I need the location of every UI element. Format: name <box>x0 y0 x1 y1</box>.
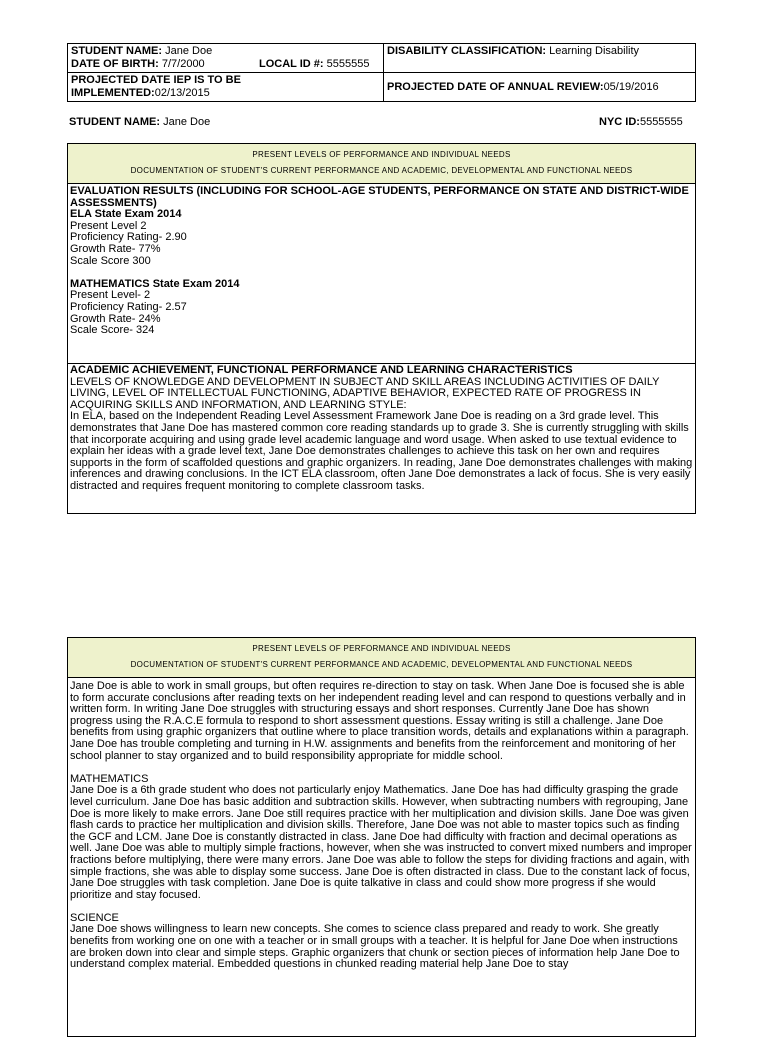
review-label: PROJECTED DATE OF ANNUAL REVIEW: <box>387 80 604 93</box>
student-info-table <box>67 43 696 102</box>
local-id-value: 5555555 <box>326 58 370 70</box>
band-title: PRESENT LEVELS OF PERFORMANCE AND INDIVIDUAL NEEDS <box>252 150 511 159</box>
ela-scale-score: Scale Score 300 <box>70 254 151 267</box>
present-levels-box-1 <box>67 143 696 514</box>
dob-value: 7/7/2000 <box>161 58 205 70</box>
band-subtitle-2: DOCUMENTATION OF STUDENT'S CURRENT PERFORMANCE AND ACADEMIC, DEVELOPMENTAL AND FUNCTIONAL NEEDS <box>130 660 633 669</box>
nyc-id-label: NYC ID: <box>599 116 640 128</box>
academic-subheading: LEVELS OF KNOWLEDGE AND DEVELOPMENT IN SUBJECT AND SKILL AREAS INCLUDING ACTIVITIES OF DAILY LIVING, LEVEL OF INTELLECTUAL FUNCTIONING, ADAPTIVE BEHAVIOR, EXPECTED RATE OF PROGRESS IN ACQUIRING SKILLS AND INFORMATION, AND LEARNING STYLE: <box>70 375 663 411</box>
ela-growth-rate: Growth Rate- 77% <box>70 242 161 255</box>
mathematics-heading: MATHEMATICS <box>70 772 149 785</box>
implement-date-cell <box>68 73 384 102</box>
implement-date: 02/13/2015 <box>154 87 210 99</box>
disability-cell <box>384 44 696 73</box>
student-name: Jane Doe <box>165 45 213 57</box>
annual-review-cell <box>384 73 696 102</box>
academic-achievement-section <box>68 364 695 494</box>
band-subtitle: DOCUMENTATION OF STUDENT'S CURRENT PERFORMANCE AND ACADEMIC, DEVELOPMENTAL AND FUNCTIONAL NEEDS <box>130 166 633 175</box>
nyc-id-value: 5555555 <box>639 116 683 128</box>
math-exam-heading: MATHEMATICS State Exam 2014 <box>70 277 240 290</box>
math-proficiency: Proficiency Rating- 2.57 <box>70 300 187 313</box>
implement-label-line2: IMPLEMENTED: <box>71 87 155 99</box>
ela-exam-heading: ELA State Exam 2014 <box>70 208 182 221</box>
local-id-label: LOCAL ID #: <box>259 58 324 70</box>
student-name-2: Jane Doe <box>163 116 211 128</box>
science-heading: SCIENCE <box>70 911 119 924</box>
disability-value: Learning Disability <box>549 45 640 57</box>
review-date: 05/19/2016 <box>603 80 659 93</box>
implement-label-line1: PROJECTED DATE IEP IS TO BE <box>71 74 241 86</box>
student-name-label: STUDENT NAME: <box>71 45 163 57</box>
student-name-line <box>69 116 210 128</box>
math-scale-score: Scale Score- 324 <box>70 324 155 337</box>
evaluation-results-section <box>68 184 695 363</box>
ela-continued-body: Jane Doe is able to work in small groups, but often requires re-direction to stay on task. When Jane Doe is focused she is able to form accurate conclusions after reading texts on her independent reading level and can respond to questions verbally and in written form. In writing Jane Doe struggles with structuring essays and short responses. Currently Jane Doe has shown progress using the R.A.C.E formula to respond to short assessment questions. Essay writing is still a challenge. Jane Doe benefits from using graphic organizers that outline where to place transition words, details and explanations within a paragraph. Jane Doe has trouble completing and turning in H.W. assignments and benefits from the reinforcement and monitoring of her school planner to stay organized and to build responsibility appropriate for middle school. <box>70 680 692 762</box>
student-name-label-2: STUDENT NAME: <box>69 116 161 128</box>
continued-performance-section <box>68 678 695 972</box>
present-levels-box-2 <box>67 637 696 1037</box>
science-body: Jane Doe shows willingness to learn new concepts. She comes to science class prepared and ready to work. She greatly benefits from working one on one with a teacher or in small groups with a teacher. It is helpful for Jane Doe when instructions are broken down into clear and simple steps. Graphic organizers that chunk or section pieces of information help Jane Doe to understand complex material. Embedded questions in chunked reading material help Jane Doe to stay <box>70 923 683 971</box>
dob-label: DATE OF BIRTH: <box>71 58 159 70</box>
section-band-1 <box>68 144 695 184</box>
ela-proficiency: Proficiency Rating- 2.90 <box>70 231 187 244</box>
math-present-level: Present Level- 2 <box>70 289 151 302</box>
evaluation-heading: EVALUATION RESULTS (INCLUDING FOR SCHOOL-AGE STUDENTS, PERFORMANCE ON STATE AND DISTRICT-WIDE ASSESSMENTS) <box>70 185 692 209</box>
student-identity-cell <box>68 44 384 73</box>
ela-present-level: Present Level 2 <box>70 219 147 232</box>
disability-label: DISABILITY CLASSIFICATION: <box>387 45 547 57</box>
math-growth-rate: Growth Rate- 24% <box>70 312 161 325</box>
nyc-id-line <box>599 116 683 128</box>
academic-body: In ELA, based on the Independent Reading Level Assessment Framework Jane Doe is reading on a 3rd grade level. This demonstrates that Jane Doe has mastered common core reading standards up to grade 3. She is currently struggling with skills that incorporate acquiring and using grade level academic language and word usage. When asked to use textual evidence to explain her ideas with a grade level text, Jane Doe demonstrates challenges to achieve this task on her own and requires supports in the form of scaffolded questions and graphic organizers. In reading, Jane Doe demonstrates challenges with making inferences and drawing conclusions. In the ICT ELA classroom, often Jane Doe demonstrates a lack of focus. She is very easily distracted and requires frequent monitoring to complete classroom tasks. <box>70 410 696 492</box>
mathematics-body: Jane Doe is a 6th grade student who does not particularly enjoy Mathematics. Jane Doe has had difficulty grasping the grade level curriculum. Jane Doe has basic addition and subtraction skills. However, when subtracting numbers with regrouping, Jane Doe is more likely to make errors. Jane Doe still requires practice with her multiplication and division skills. Jane Doe was given flash cards to practice her multiplication and division skills. Therefore, Jane Doe was not able to master topics such as finding the GCF and LCM. Jane Doe is constantly distracted in class. Jane Doe had difficulty with fraction and decimal operations as well. Jane Doe was able to multiply simple fractions, however, when she was instructed to convert mixed numbers and improper fractions before multiplying, there were many errors. Jane Doe was able to follow the steps for dividing fractions and again, with simple fractions, she was able to display some success. Jane Doe is often distracted in class. Due to the constant lack of focus, Jane Doe struggles with task completion. Jane Doe is quite talkative in class and could show more progress if she would prioritize and stay focused. <box>70 784 695 901</box>
band-title-2: PRESENT LEVELS OF PERFORMANCE AND INDIVIDUAL NEEDS <box>252 644 511 653</box>
academic-heading: ACADEMIC ACHIEVEMENT, FUNCTIONAL PERFORMANCE AND LEARNING CHARACTERISTICS <box>70 364 573 376</box>
section-band-2 <box>68 638 695 678</box>
